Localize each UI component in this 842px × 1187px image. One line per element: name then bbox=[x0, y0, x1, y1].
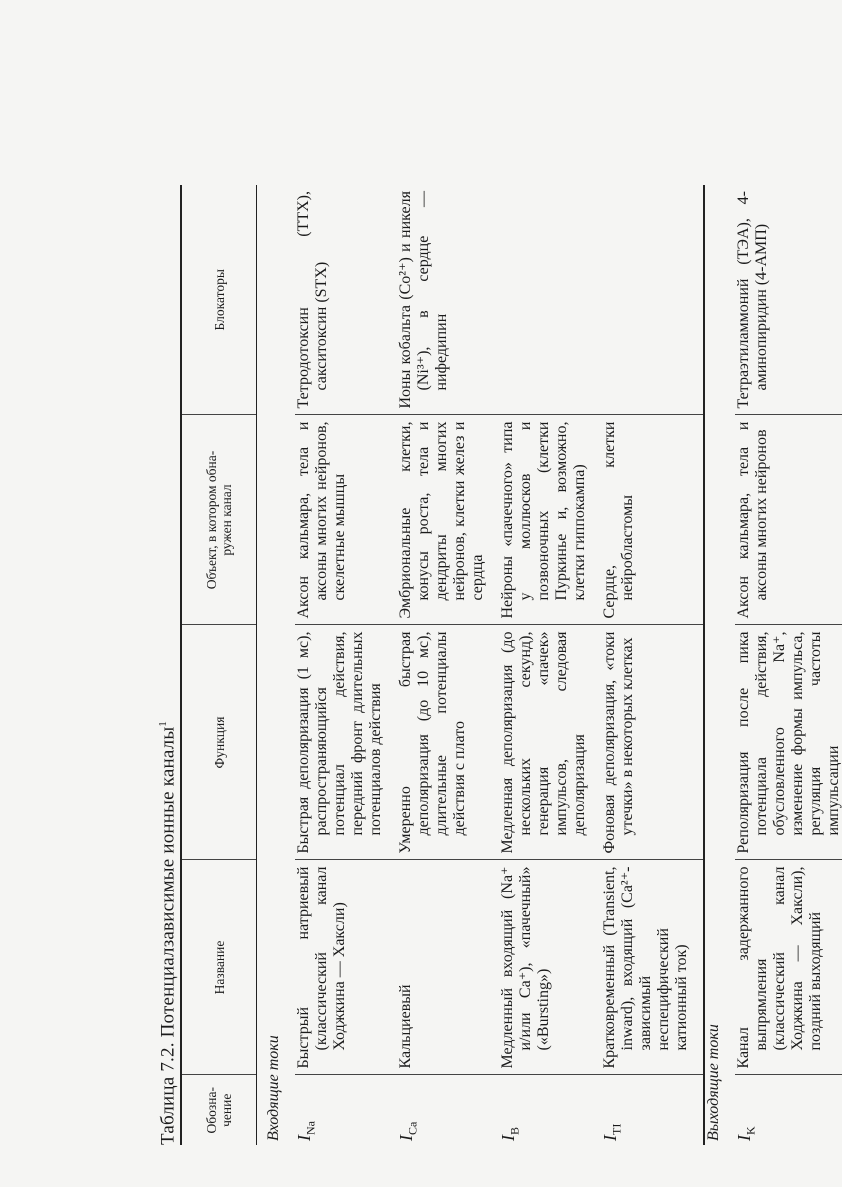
table-row bbox=[601, 185, 704, 1145]
row-name: Кальциевый bbox=[397, 860, 499, 1075]
section-inward-label: Входящие токи bbox=[265, 1035, 282, 1141]
row-blockers bbox=[601, 185, 704, 415]
row-symbol: $I_B$ bbox=[498, 1126, 522, 1141]
section-inward-row bbox=[257, 185, 296, 1145]
row-function: Быстрая деполяризация (1 мс), распространяющийся потенциал действия, передний фронт длительных потенциалов действия bbox=[295, 625, 397, 860]
row-blockers bbox=[499, 185, 601, 415]
table-row bbox=[397, 185, 499, 1145]
row-name: Кратковременный (Transient, inward), входящий (Ca²⁺-зависимый неспецифический катионный ток) bbox=[601, 860, 704, 1075]
header-blockers: Блокаторы bbox=[181, 185, 257, 415]
section-outward-label: Выходящие токи bbox=[705, 1024, 722, 1141]
row-object: Эмбриональные клетки, конусы роста, тела и дендриты многих нейронов, клетки желез и сердца bbox=[397, 415, 499, 625]
row-object: Аксон кальмара, тела и аксоны многих нейронов bbox=[735, 415, 842, 625]
row-symbol: $I_{Ca}$ bbox=[396, 1121, 420, 1141]
table-header-row bbox=[181, 185, 257, 1145]
row-blockers: Ионы кобальта (Co²⁺) и никеля (Ni³⁺), в сердце — нифедипин bbox=[397, 185, 499, 415]
table-row bbox=[735, 185, 842, 1145]
caption-title: Таблица 7.2. Потенциалзависимые ионные каналы bbox=[157, 726, 179, 1145]
row-symbol: $I_{Na}$ bbox=[294, 1121, 318, 1141]
header-designation: Обозна- чение bbox=[181, 1075, 257, 1145]
header-object: Объект, в котором обна- ружен канал bbox=[181, 415, 257, 625]
header-name: Название bbox=[181, 860, 257, 1075]
table-row bbox=[295, 185, 397, 1145]
row-object: Сердце, клетки нейробластомы bbox=[601, 415, 704, 625]
table-row bbox=[499, 185, 601, 1145]
section-outward-row bbox=[704, 185, 735, 1145]
table-caption bbox=[148, 721, 178, 1145]
row-object: Нейроны «пачечного» типа у моллюсков и позвоночных (клетки Пуркинье и, возможно, клетки гиппокампа) bbox=[499, 415, 601, 625]
row-function: Фоновая деполяризация, «токи утечки» в некоторых клетках bbox=[601, 625, 704, 860]
row-blockers: Тетраэтиламмоний (ТЭА), 4-аминопиридин (4-АМП) bbox=[735, 185, 842, 415]
row-name: Канал задержанного выпрямления (классический канал Ходжкина — Хаксли), поздний выходящий bbox=[735, 860, 842, 1075]
row-name: Быстрый натриевый (классический канал Ходжкина — Хаксли) bbox=[295, 860, 397, 1075]
footnote-mark: 1 bbox=[157, 720, 169, 727]
rotated-content bbox=[148, 145, 842, 1145]
row-symbol: $I_K$ bbox=[734, 1126, 758, 1141]
row-name: Медленный входящий (Na⁺ и/или Ca⁺), «пачечный» («Bursting») bbox=[499, 860, 601, 1075]
row-function: Умеренно быстрая деполяризация (до 10 мс), длительные потенциалы действия с плато bbox=[397, 625, 499, 860]
row-blockers: Тетродотоксин (TTX), сакситоксин (STX) bbox=[295, 185, 397, 415]
header-function: Функция bbox=[181, 625, 257, 860]
ion-channels-table bbox=[180, 185, 842, 1145]
row-object: Аксон кальмара, тела и аксоны многих нейронов, скелетные мышцы bbox=[295, 415, 397, 625]
row-function: Медленная деполяризация (до нескольких секунд), генерация «пачек» импульсов, следовая деполяризация bbox=[499, 625, 601, 860]
row-symbol: $I_{TI}$ bbox=[600, 1123, 624, 1141]
row-function: Реполяризация после пика потенциала действия, обусловленного Na⁺, изменение формы импульса, регуляция частоты импульсации bbox=[735, 625, 842, 860]
